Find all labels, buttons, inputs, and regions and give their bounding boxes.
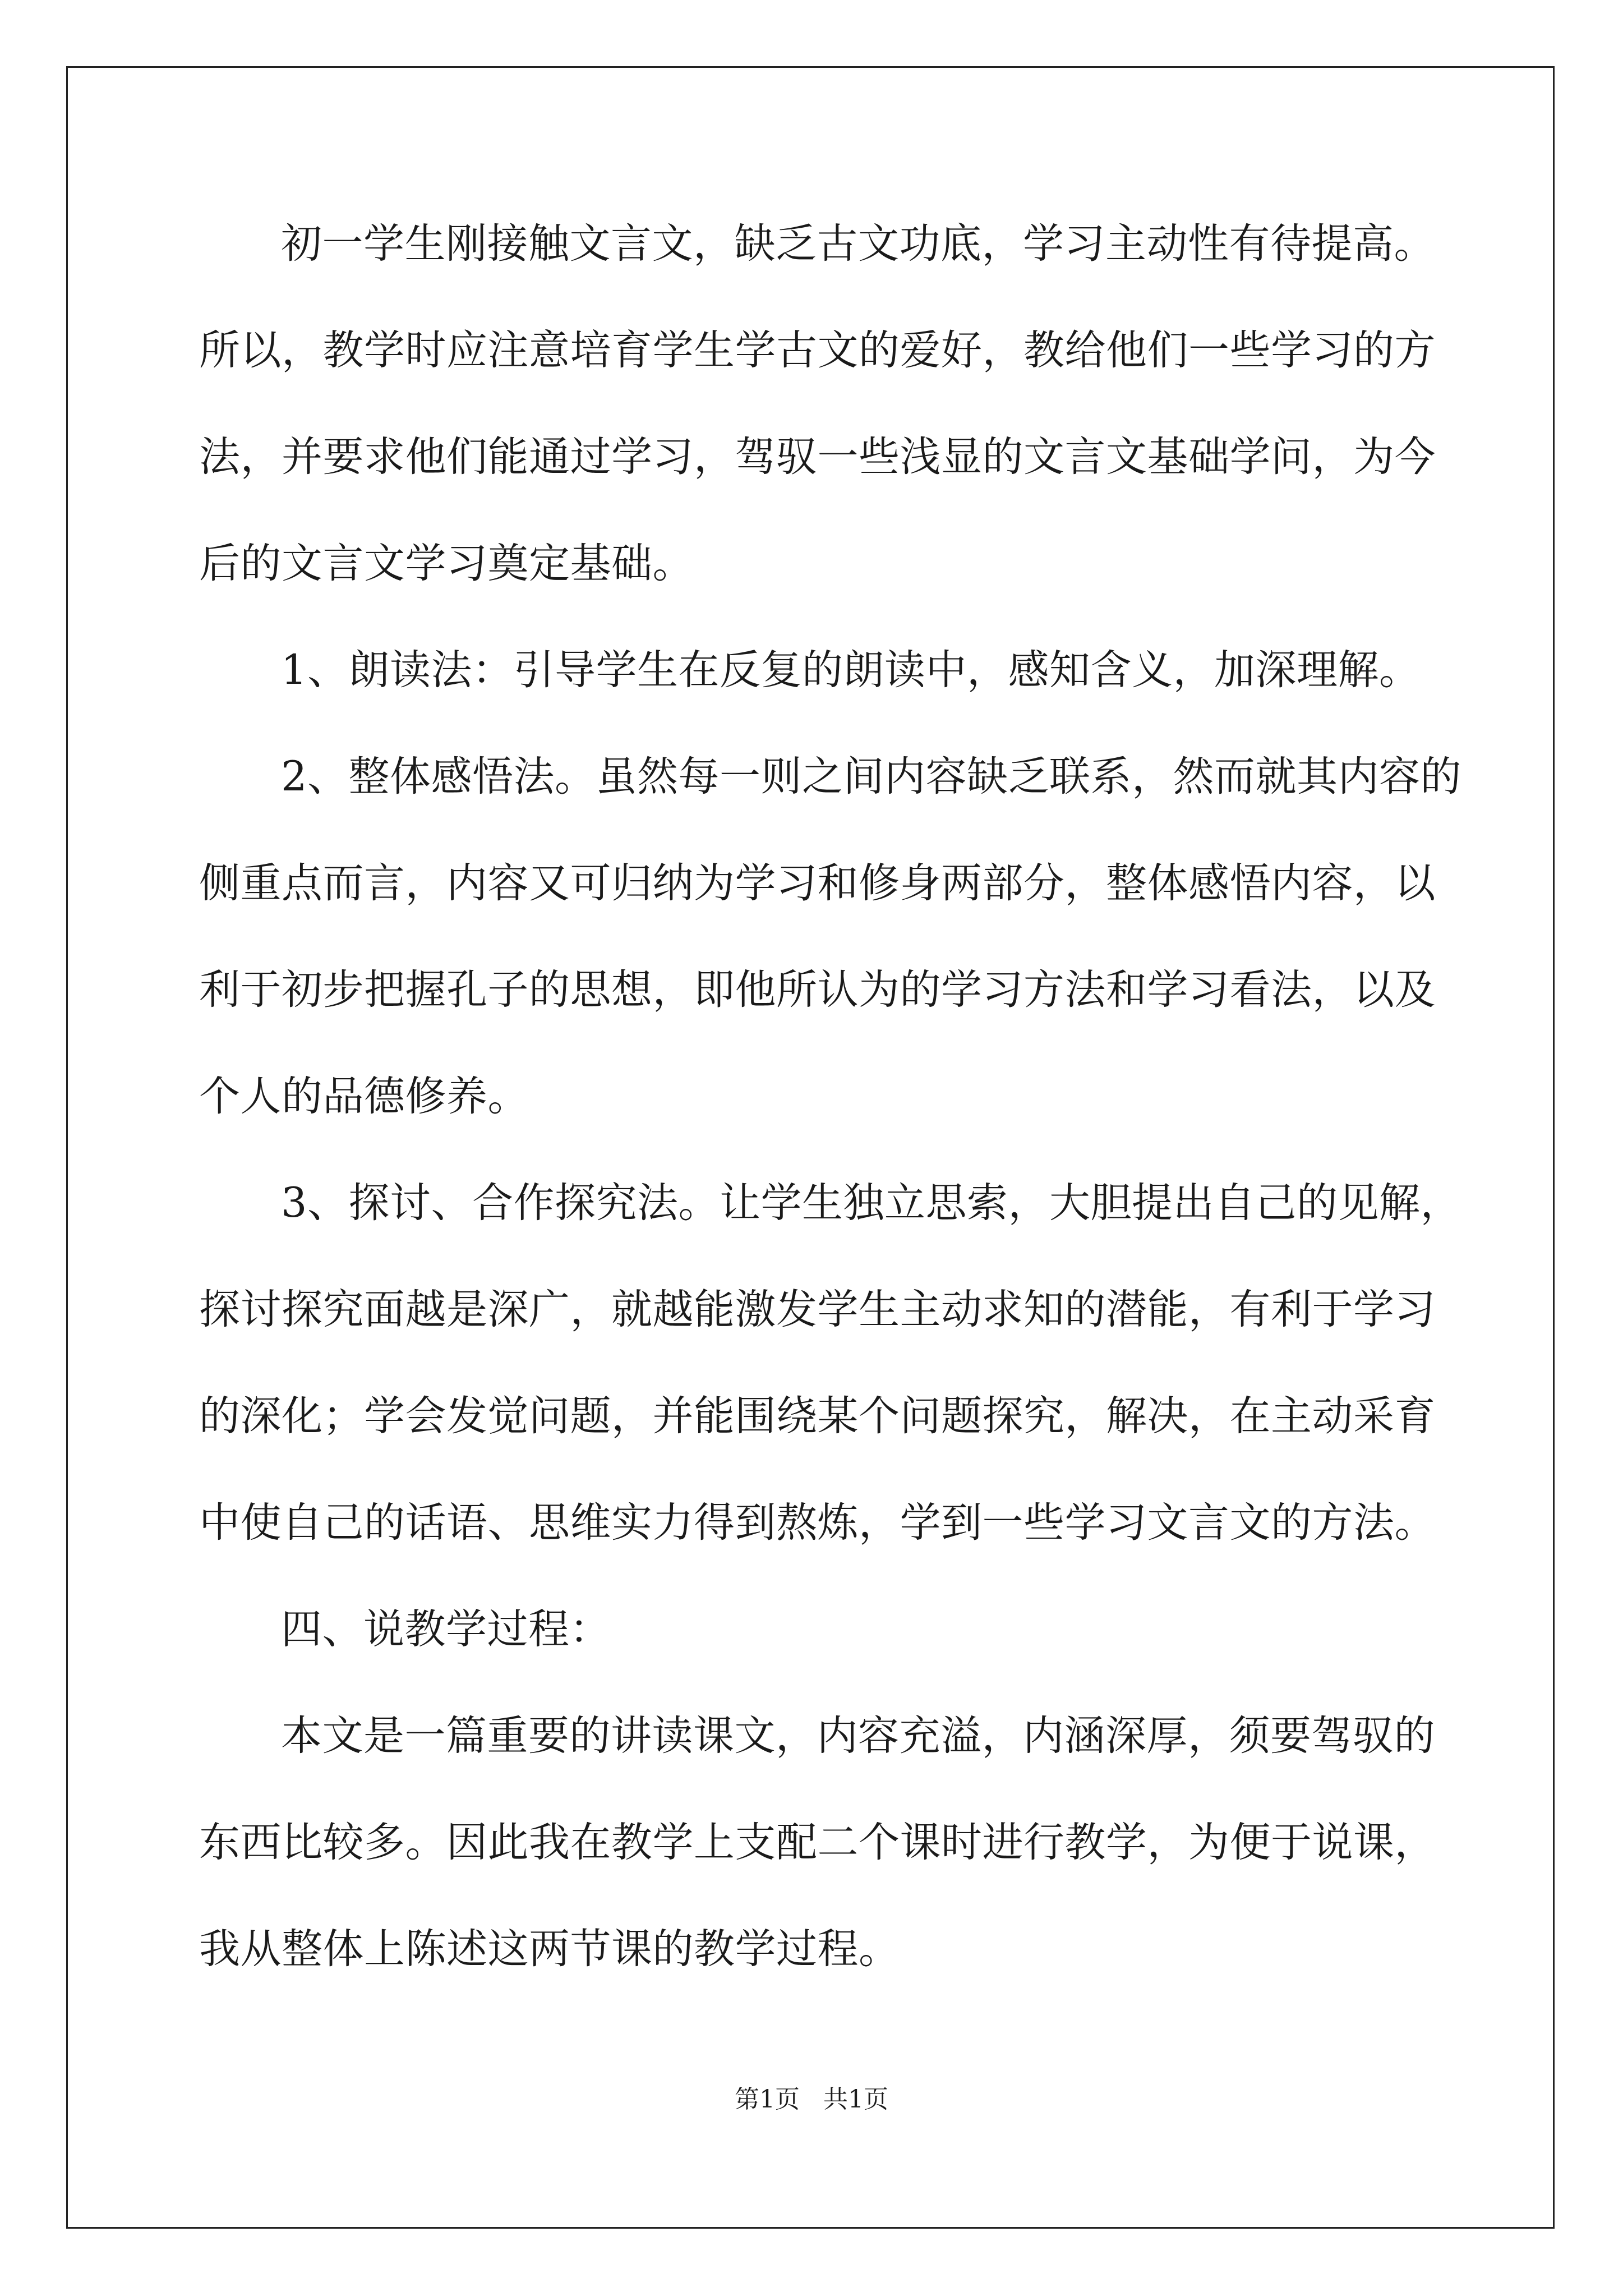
paragraph-3-line-3: 利于初步把握孔子的思想，即他所认为的学习方法和学习看法，以及: [199, 966, 1436, 1014]
paragraph-2-line-1: 1、朗读法：引导学生在反复的朗读中，感知含义，加深理解。: [281, 646, 1421, 694]
paragraph-4-line-4: 中使自己的话语、思维实力得到熬炼，学到一些学习文言文的方法。: [199, 1499, 1436, 1547]
page-footer: [0, 2083, 1623, 2116]
section-heading: 四、说教学过程：: [281, 1605, 611, 1653]
paragraph-3-line-2: 侧重点而言，内容又可归纳为学习和修身两部分，整体感悟内容，以: [199, 859, 1436, 907]
paragraph-4-line-1: 3、探讨、合作探究法。让学生独立思索，大胆提出自己的见解，: [281, 1179, 1461, 1227]
paragraph-5-line-1: 本文是一篇重要的讲读课文，内容充溢，内涵深厚，须要驾驭的: [281, 1712, 1435, 1760]
paragraph-5-line-2: 东西比较多。因此我在教学上支配二个课时进行教学，为便于说课，: [199, 1819, 1436, 1866]
paragraph-3-line-4: 个人的品德修养。: [199, 1073, 529, 1120]
paragraph-1-line-3: 法，并要求他们能通过学习，驾驭一些浅显的文言文基础学问，为今: [199, 433, 1436, 481]
paragraph-4-line-2: 探讨探究面越是深广，就越能激发学生主动求知的潜能，有利于学习: [199, 1286, 1436, 1333]
paragraph-1-line-1: 初一学生刚接触文言文，缺乏古文功底，学习主动性有待提高。: [281, 220, 1435, 268]
paragraph-1-line-2: 所以，教学时应注意培育学生学古文的爱好，教给他们一些学习的方: [199, 326, 1436, 374]
paragraph-1-line-4: 后的文言文学习奠定基础。: [199, 540, 694, 587]
paragraph-3-line-1: 2、整体感悟法。虽然每一则之间内容缺乏联系，然而就其内容的: [281, 753, 1461, 800]
paragraph-4-line-3: 的深化；学会发觉问题，并能围绕某个问题探究，解决，在主动采育: [199, 1392, 1436, 1440]
page-number: 第1页: [735, 2085, 800, 2114]
page-border: [66, 66, 1555, 2229]
page-total: 共1页: [823, 2085, 888, 2114]
paragraph-5-line-3: 我从整体上陈述这两节课的教学过程。: [199, 1925, 900, 1973]
